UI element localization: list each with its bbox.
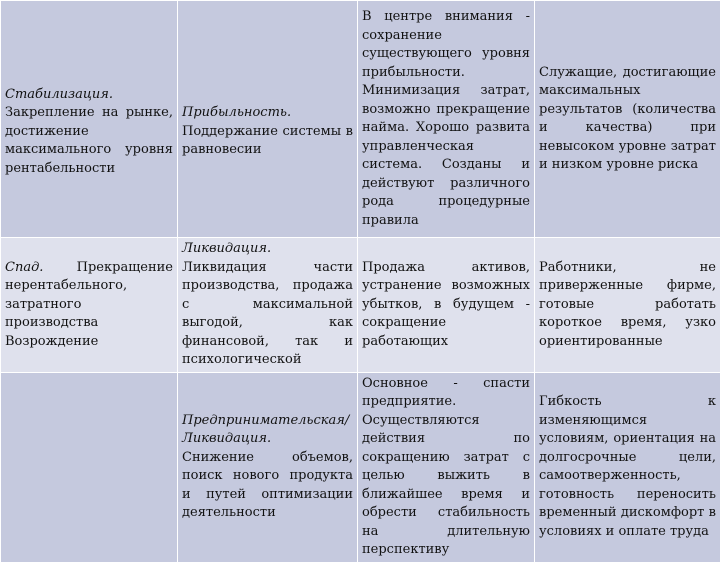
strategy-text: Снижение объемов, поиск нового продукта и путей оптимизации деятельности (182, 450, 353, 521)
cell-personnel (535, 372, 720, 562)
cell-personnel (535, 238, 720, 373)
personnel-text: Гибкость к изменяющимся условиям, ориентация на долгосрочные цели, самоотверженность, готовность переносить временный дискомфорт в условиях и оплате труда (539, 394, 716, 539)
cell-stage-empty (1, 372, 178, 562)
strategy-title: Прибыльность. (182, 104, 353, 123)
stage-title: Спад. (5, 260, 43, 275)
focus-text: Продажа активов, устранение возможных убытков, в будущем - сокращение работающих (362, 260, 530, 349)
personnel-text: Работники, не приверженные фирме, готовые работать короткое время, узко ориентированные (539, 260, 716, 349)
cell-personnel (535, 1, 720, 238)
strategy-title: Ликвидация. (182, 240, 353, 259)
personnel-text: Служащие, достигающие максимальных результатов (количества и качества) при невысоком уровне затрат и низком уровне риска (539, 65, 716, 173)
strategy-title: Предпринимательская/Ликвидация. (182, 412, 353, 449)
stage-text: Прекращение нерентабельного, затратного производства Возрождение (5, 260, 173, 349)
cell-stage (1, 238, 178, 373)
focus-text: Основное - спасти предприятие. Осуществляются действия по сокращению затрат с целью выжить в ближайшее время и обрести стабильность на длительную перспективу (362, 376, 530, 558)
cell-strategy (178, 238, 358, 373)
cell-stage (1, 1, 178, 238)
table-row-decline (1, 238, 720, 373)
cell-focus (358, 238, 535, 373)
strategy-text: Поддержание системы в равновесии (182, 124, 353, 158)
cell-strategy (178, 1, 358, 238)
cell-strategy (178, 372, 358, 562)
stage-title: Стабилизация. (5, 86, 173, 105)
table-row-stabilization (1, 1, 720, 238)
cell-focus (358, 1, 535, 238)
table-row-entrepreneurial (1, 372, 720, 562)
focus-text: В центре внимания - сохранение существующего уровня прибыльности. Минимизация затрат, возможно прекращение найма. Хорошо развита управленческая система. Созданы и действуют различного рода процедурные правила (362, 9, 530, 228)
strategy-text: Ликвидация части производства, продажа с максимальной выгодой, как финансовой, так и психологической (182, 260, 353, 368)
cell-focus (358, 372, 535, 562)
stage-text: Закрепление на рынке, достижение максимального уровня рентабельности (5, 105, 173, 176)
